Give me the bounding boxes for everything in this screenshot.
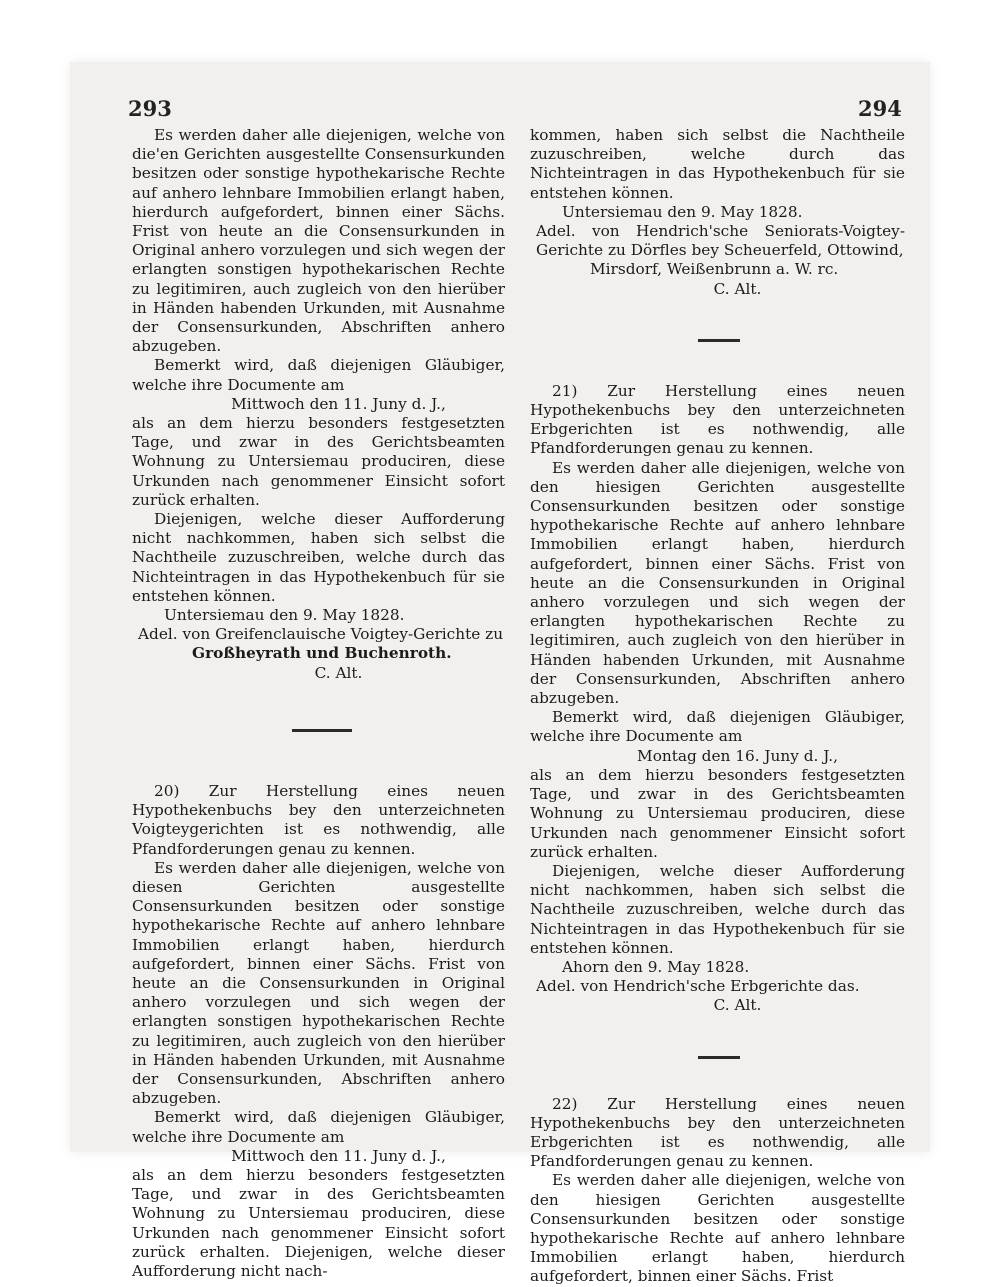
signature-court: Adel. von Hendrich'sche Erbgerichte das. <box>536 977 860 996</box>
section-divider <box>698 1056 740 1059</box>
place-date: Ahorn den 9. May 1828. <box>562 957 750 976</box>
paragraph: als an dem hierzu besonders festgesetzten Tage, und zwar in des Gerichtsbeamten Wohnung zu Untersiemau produciren, diese Urkunden nach genommener Einsicht sofort zurück erhalten. <box>132 414 505 509</box>
signatory-name: C. Alt. <box>314 663 363 682</box>
section-title: 20) Zur Herstellung eines neuen Hypothekenbuchs bey den unterzeichneten Voigteygerichten ist es nothwendig, alle Pfandforderungen genau zu kennen. <box>132 781 505 858</box>
paragraph: Bemerkt wird, daß diejenigen Gläubiger, welche ihre Documente am <box>132 1108 505 1146</box>
signature-court-cont: Großheyrath und Buchenroth. <box>192 644 452 663</box>
page-number-right: 294 <box>858 96 902 121</box>
date-line: Mittwoch den 11. Juny d. J., <box>231 1146 446 1165</box>
paragraph: Bemerkt wird, daß diejenigen Gläubiger, welche ihre Documente am <box>530 708 905 746</box>
paragraph: Es werden daher alle diejenigen, welche von den hiesigen Gerichten ausgestellte Consensurkunden besitzen oder sonstige hypothekarische Rechte auf anhero lehnbare Immobilien erlangt haben, hierdurch aufgefordert, binnen einer Sächs. Frist von heute an die Consensurkunden in Original anhero vorzulegen und sich wegen der erlangten hypothekarischen Rechte zu legitimiren, auch zugleich von den hierüber in Händen habenden Urkunden, mit Ausnahme der Consensurkunden, Abschriften anhero abzugeben. <box>530 458 905 708</box>
place-date: Untersiemau den 9. May 1828. <box>562 202 803 221</box>
date-line: Mittwoch den 11. Juny d. J., <box>231 394 446 413</box>
signature-court: Adel. von Hendrich'sche Seniorats-Voigtey-Gerichte zu Dörfles bey Scheuerfeld, Ottowind, <box>536 222 905 260</box>
paragraph: als an dem hierzu besonders festgesetzten Tage, und zwar in des Gerichtsbeamten Wohnung zu Untersiemau produciren, diese Urkunden nach genommener Einsicht sofort zurück erhalten. <box>530 765 905 861</box>
paragraph: als an dem hierzu besonders festgesetzten Tage, und zwar in des Gerichtsbeamten Wohnung zu Untersiemau produciren, diese Urkunden nach genommener Einsicht sofort zurück erhalten. Diejenigen, welche dieser Aufforderung nicht nach- <box>132 1165 505 1280</box>
signature-court-cont: Mirsdorf, Weißenbrunn a. W. rc. <box>590 260 839 279</box>
date-line: Montag den 16. Juny d. J., <box>637 746 838 765</box>
signature-court: Adel. von Greifenclauische Voigtey-Gerichte zu <box>138 625 504 644</box>
paragraph: Es werden daher alle diejenigen, welche von die'en Gerichten ausgestellte Consensurkunden besitzen oder sonstige hypothekarische Rechte auf anhero lehnbare Immobilien erlangt haben, hierdurch aufgefordert, binnen einer Sächs. Frist von heute an die Consensurkunden in Original anhero vorzulegen und sich wegen der erlangten sonstigen hypothekarischen Rechte zu legitimiren, auch zugleich von den hierüber in Händen habenden Urkunden, mit Ausnahme der Consensurkunden, Abschriften anhero abzugeben. <box>132 126 505 356</box>
paragraph: Diejenigen, welche dieser Aufforderung nicht nachkommen, haben sich selbst die Nachtheile zuzuschreiben, welche durch das Nichteintragen in das Hypothekenbuch für sie entstehen können. <box>530 861 905 957</box>
paragraph: Bemerkt wird, daß diejenigen Gläubiger, welche ihre Documente am <box>132 356 505 394</box>
paragraph: Diejenigen, welche dieser Aufforderung nicht nachkommen, haben sich selbst die Nachtheile zuzuschreiben, welche durch das Nichteintragen in das Hypothekenbuch für sie entstehen können. <box>132 510 505 605</box>
paragraph: Es werden daher alle diejenigen, welche von diesen Gerichten ausgestellte Consensurkunden besitzen oder sonstige hypothekarische Rechte auf anhero lehnbare Immobilien erlangt haben, hierdurch aufgefordert, binnen einer Sächs. Frist von heute an die Consensurkunden in Original anhero vorzulegen und sich wegen der erlangten sonstigen hypothekarischen Rechte zu legitimiren, auch zugleich von den hierüber in Händen habenden Urkunden, mit Ausnahme der Consensurkunden, Abschriften anhero abzugeben. <box>132 858 505 1108</box>
signatory-name: C. Alt. <box>713 279 762 298</box>
page-number-left: 293 <box>128 96 172 121</box>
signatory-name: C. Alt. <box>713 996 762 1015</box>
section-divider <box>292 729 352 732</box>
section-title: 21) Zur Herstellung eines neuen Hypothekenbuchs bey den unterzeichneten Erbgerichten ist es nothwendig, alle Pfandforderungen genau zu kennen. <box>530 381 905 458</box>
right-column <box>530 126 905 1287</box>
section-title: 22) Zur Herstellung eines neuen Hypothekenbuchs bey den unterzeichneten Erbgerichten ist es nothwendig, alle Pfandforderungen genau zu kennen. <box>530 1094 905 1171</box>
paragraph: kommen, haben sich selbst die Nachtheile zuzuschreiben, welche durch das Nichteintragen in das Hypothekenbuch für sie entstehen können. <box>530 126 905 202</box>
paragraph: Es werden daher alle diejenigen, welche von den hiesigen Gerichten ausgestellte Consensurkunden besitzen oder sonstige hypothekarische Rechte auf anhero lehnbare Immobilien erlangt haben, hierdurch aufgefordert, binnen einer Sächs. Frist <box>530 1171 905 1286</box>
left-column <box>132 126 505 1281</box>
section-divider <box>698 339 740 342</box>
place-date: Untersiemau den 9. May 1828. <box>164 606 405 625</box>
